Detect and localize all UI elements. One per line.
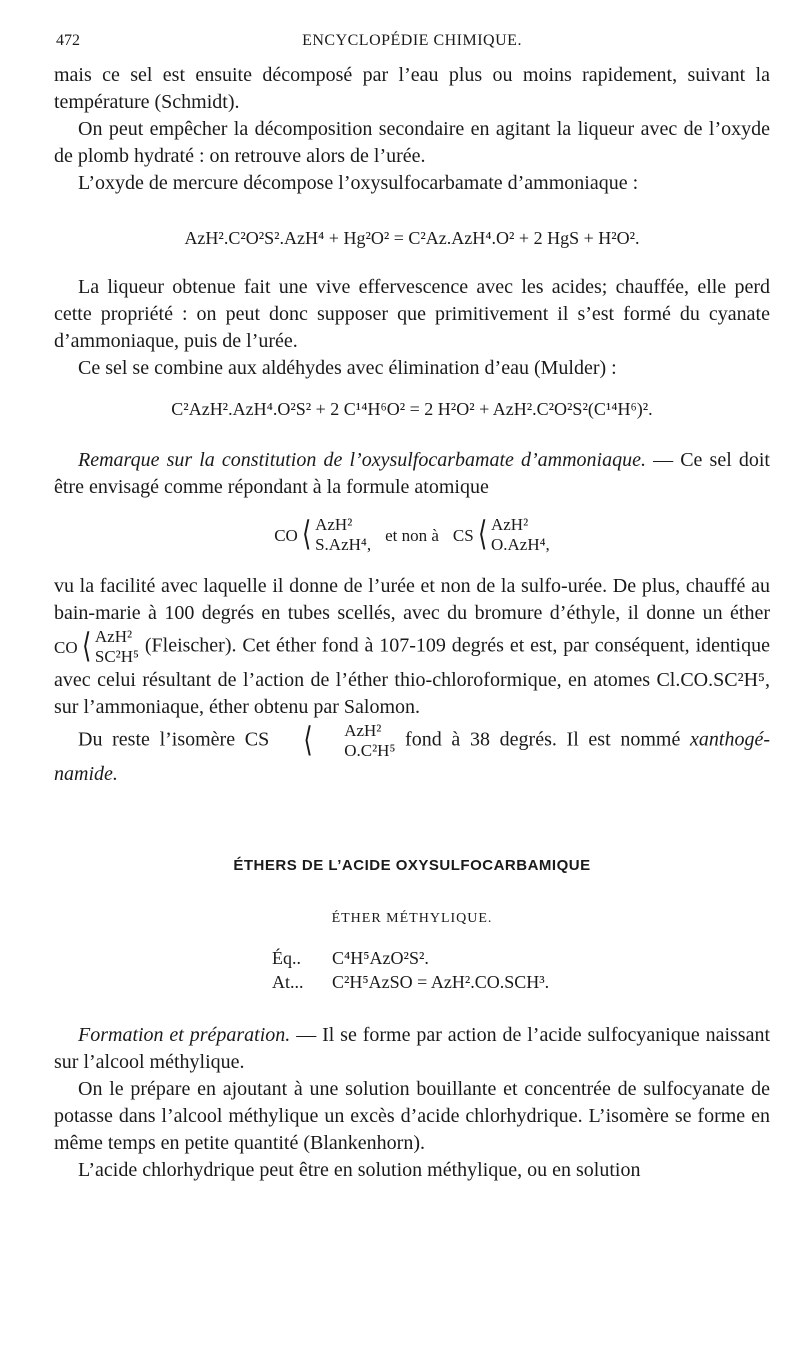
paragraph: L’oxyde de mercure décompose l’oxysulfocarbamate d’ammoniaque : <box>78 172 639 194</box>
structure-branches <box>320 721 395 761</box>
page-header <box>56 32 768 54</box>
branch-top: AzH² <box>490 515 529 534</box>
section-title: ÉTHERS DE L’ACIDE OXYSULFOCARBAMIQUE <box>233 857 591 874</box>
equation-aldehyde: C²AzH².AzH⁴.O²S² + 2 C¹⁴H⁶O² = 2 H²O² + AzH².C²O²S²(C¹⁴H⁶)². <box>171 399 653 419</box>
branch-bottom: SC²H⁵ <box>94 647 139 666</box>
page-body <box>54 62 770 1184</box>
equation-mercury: AzH².C²O²S².AzH⁴ + Hg²O² = C²Az.AzH⁴.O² + 2 HgS + H²O². <box>184 228 640 248</box>
paragraph: On peut empêcher la décomposition secondaire en agitant la liqueur avec de l’oxyde de plomb hydraté : on retrouve alors de l’urée. <box>54 118 770 167</box>
structure-isomer <box>279 721 395 761</box>
branch-bottom: S.AzH⁴, <box>315 535 372 554</box>
structure-cs <box>453 515 550 555</box>
remark-heading: Remarque sur la constitution de l’oxysulfocarbamate d’ammoniaque. <box>78 449 646 471</box>
structure-head: CO <box>274 525 298 545</box>
branch-bottom: O.AzH⁴, <box>490 535 550 554</box>
formula-label: At... <box>272 972 304 992</box>
formula-line <box>272 946 770 970</box>
branch-top: AzH² <box>344 721 382 740</box>
formula-block <box>272 946 770 994</box>
structure-head: CS <box>452 525 474 545</box>
paragraph-text: — Il se forme par action de l’acide sulfocyanique naissant sur l’alcool méthylique. <box>54 1024 771 1073</box>
connector-text: et non à <box>385 525 439 545</box>
formula-label: Éq.. <box>272 948 301 968</box>
branch-top: AzH² <box>315 515 353 534</box>
structure-head: CO <box>54 637 78 657</box>
formula-value: C⁴H⁵AzO²S². <box>332 948 429 968</box>
paragraph: On le prépare en ajoutant à une solution bouillante et concentrée de sulfocyanate de potasse dans l’alcool méthylique un excès d’acide chlorhydrique. L’isomère se forme en même temps en petite quantité (Blankenhorn). <box>54 1078 770 1154</box>
formula-value: C²H⁵AzSO = AzH².CO.SCH³. <box>332 972 550 992</box>
term-italic: xanthogénamide. <box>54 728 770 785</box>
paragraph-remark <box>54 447 770 501</box>
paragraph-text: vu la facilité avec laquelle il donne de l’urée et non de la sulfo-urée. De plus, chauffé au bain-marie à 100 degrés en tubes scellés, avec du bromure d’éthyle, il donne un éther <box>54 575 770 624</box>
paragraph-text: fond à 38 degrés. Il est nommé <box>395 728 691 751</box>
structure-branches <box>315 515 371 555</box>
section-subtitle: ÉTHER MÉTHYLIQUE. <box>331 911 493 926</box>
paragraph <box>54 573 770 721</box>
bracket-glyph: ⟨ <box>81 628 91 665</box>
paragraph <box>54 721 770 788</box>
paragraph-text: Du reste l’isomère CS <box>78 728 270 751</box>
paragraph-heading: Formation et préparation. <box>78 1024 291 1046</box>
running-title: ENCYCLOPÉDIE CHIMIQUE. <box>302 32 522 49</box>
paragraph: L’acide chlorhydrique peut être en solution méthylique, ou en solution <box>78 1159 641 1181</box>
branch-top: AzH² <box>94 627 133 646</box>
constitution-formula <box>54 515 770 555</box>
structure-co <box>274 515 371 555</box>
formula-line <box>272 970 770 994</box>
branch-bottom: O.C²H⁵ <box>344 741 396 760</box>
remark-text: — Ce sel doit être envisagé comme répondant à la formule atomique <box>54 449 770 498</box>
structure-ether <box>54 627 139 667</box>
bracket-glyph: ⟨ <box>301 516 312 553</box>
page-number: 472 <box>56 32 80 49</box>
paragraph: La liqueur obtenue fait une vive effervescence avec les acides; chauffée, elle perd cette propriété : on peut donc supposer que primitivement il s’est formé du cyanate d’ammoniaque, puis de l’urée. <box>54 276 770 352</box>
structure-branches <box>95 627 139 667</box>
paragraph: mais ce sel est ensuite décomposé par l’eau plus ou moins rapidement, suivant la température (Schmidt). <box>54 64 770 113</box>
paragraph-text: (Fleischer). Cet éther fond à 107-109 degrés et est, par conséquent, identique avec celui résultant de l’action de l’éther thio-chloroformique, en atomes Cl.CO.SC²H⁵, sur l’ammoniaque, éther obtenu par Salomon. <box>54 634 770 718</box>
paragraph <box>54 1022 770 1076</box>
bracket-glyph: ⟨ <box>477 516 487 553</box>
bracket-glyph: ⟨ <box>303 722 313 759</box>
structure-branches <box>491 515 550 555</box>
paragraph: Ce sel se combine aux aldéhydes avec élimination d’eau (Mulder) : <box>78 357 617 379</box>
